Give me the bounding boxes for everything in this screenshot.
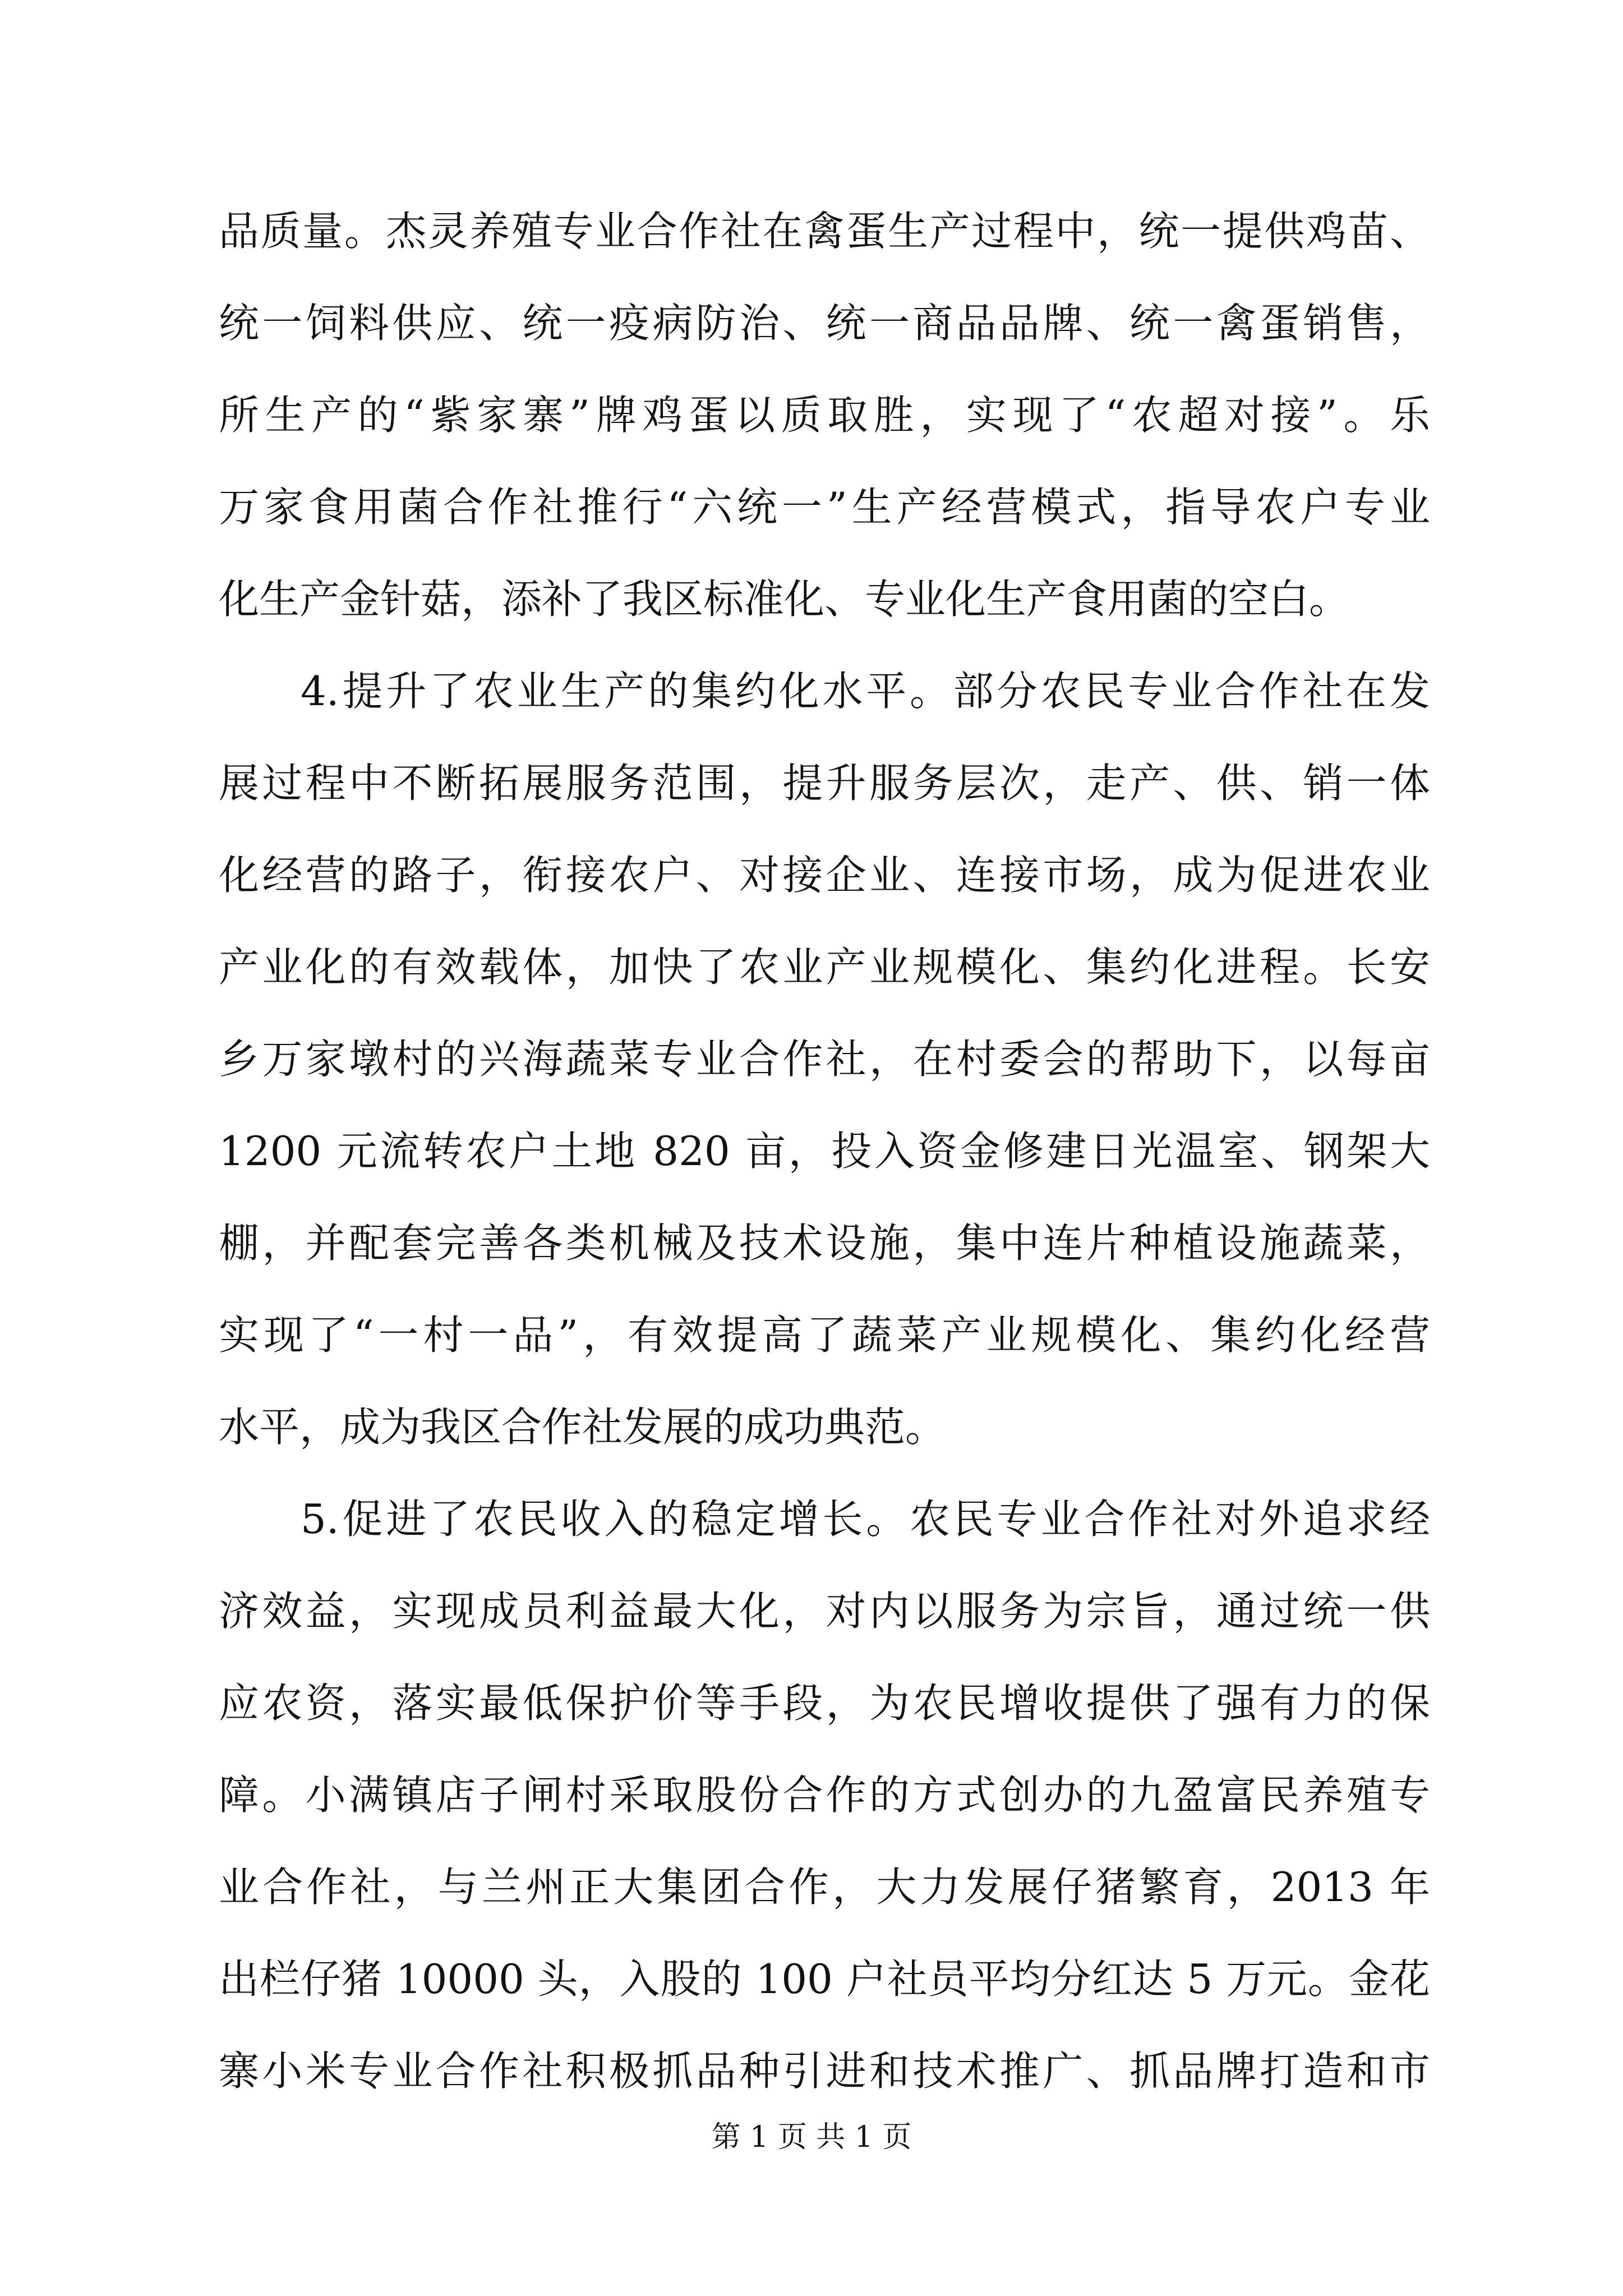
text-line: 统一饲料供应、统一疫病防治、统一商品品牌、统一禽蛋销售， xyxy=(219,300,1430,347)
text-line: 1200 元流转农户土地 820 亩，投入资金修建日光温室、钢架大 xyxy=(219,1128,1430,1175)
body-text xyxy=(219,185,1430,2117)
text-line: 乡万家墩村的兴海蔬菜专业合作社，在村委会的帮助下，以每亩 xyxy=(219,1036,1430,1083)
text-line: 棚，并配套完善各类机械及技术设施，集中连片种植设施蔬菜， xyxy=(219,1220,1430,1267)
section-heading-line: 4.提升了农业生产的集约化水平。部分农民专业合作社在发 xyxy=(301,668,1430,715)
text-line: 万家食用菌合作社推行“六统一”生产经营模式，指导农户专业 xyxy=(219,484,1430,531)
text-line: 所生产的“紫家寨”牌鸡蛋以质取胜，实现了“农超对接”。乐 xyxy=(219,392,1430,439)
text-line: 实现了“一村一品”，有效提高了蔬菜产业规模化、集约化经营 xyxy=(219,1312,1430,1359)
text-line: 水平，成为我区合作社发展的成功典范。 xyxy=(219,1404,946,1451)
text-line: 品质量。杰灵养殖专业合作社在禽蛋生产过程中，统一提供鸡苗、 xyxy=(219,208,1430,255)
section-heading-line: 5.促进了农民收入的稳定增长。农民专业合作社对外追求经 xyxy=(301,1496,1430,1543)
text-line: 济效益，实现成员利益最大化，对内以服务为宗旨，通过统一供 xyxy=(219,1588,1430,1635)
text-line: 化经营的路子，衔接农户、对接企业、连接市场，成为促进农业 xyxy=(219,852,1430,899)
text-line: 出栏仔猪 10000 头，入股的 100 户社员平均分红达 5 万元。金花 xyxy=(219,1955,1430,2003)
text-line: 化生产金针菇，添补了我区标准化、专业化生产食用菌的空白。 xyxy=(219,576,1350,623)
text-line: 应农资，落实最低保护价等手段，为农民增收提供了强有力的保 xyxy=(219,1680,1430,1727)
text-line: 产业化的有效载体，加快了农业产业规模化、集约化进程。长安 xyxy=(219,944,1430,991)
text-line: 展过程中不断拓展服务范围，提升服务层次，走产、供、销一体 xyxy=(219,760,1430,807)
text-line: 业合作社，与兰州正大集团合作，大力发展仔猪繁育，2013 年 xyxy=(219,1864,1430,1911)
text-line: 障。小满镇店子闸村采取股份合作的方式创办的九盈富民养殖专 xyxy=(219,1772,1430,1819)
page-footer: 第 1 页 共 1 页 xyxy=(711,2120,912,2154)
text-line: 寨小米专业合作社积极抓品种引进和技术推广、抓品牌打造和市 xyxy=(219,2047,1430,2095)
